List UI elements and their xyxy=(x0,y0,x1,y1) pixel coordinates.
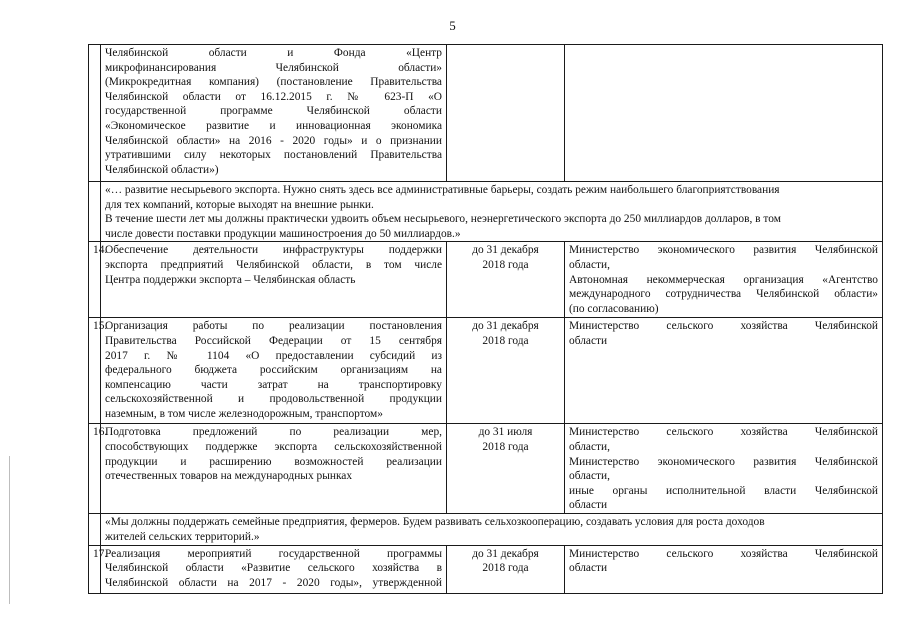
number-cell xyxy=(89,514,101,545)
description-line: отечественных товаров на международных рынках xyxy=(105,470,353,483)
deadline-cell xyxy=(447,45,565,182)
responsible-line: Министерство экономического развития Челябинской xyxy=(569,244,878,257)
responsible-line: Министерство сельского хозяйства Челябинской xyxy=(569,426,878,439)
description-line: экспорта предприятий Челябинской области, в том числе xyxy=(105,258,442,271)
description-line: федерального бюджета российским организациям на xyxy=(105,364,442,377)
description-cell xyxy=(101,45,447,182)
quote-line: «… развитие несырьевого экспорта. Нужно снять здесь все административные барьеры, создать режим наибольшего благоприятствования xyxy=(105,184,780,196)
description-cell xyxy=(101,424,447,514)
description-line: компенсацию части затрат на транспортировку xyxy=(105,378,442,391)
responsible-cell xyxy=(565,545,883,593)
item-number: 17. xyxy=(89,545,101,593)
deadline-line: 2018 года xyxy=(482,562,529,575)
description-line: сельскохозяйственной и продовольственной продукции xyxy=(105,393,442,406)
responsible-cell xyxy=(565,242,883,318)
quote-cell xyxy=(101,514,883,545)
responsible-line: области, xyxy=(569,258,610,271)
description-line: Реализация мероприятий государственной программы xyxy=(105,547,442,560)
quote-cell xyxy=(101,182,883,242)
responsible-cell xyxy=(565,45,883,182)
description-line: Челябинской области на 2017 - 2020 годы», утвержденной xyxy=(105,576,442,589)
responsible-line: международного сотрудничества Челябинской области» xyxy=(569,288,878,301)
deadline-cell xyxy=(447,318,565,424)
item-number: 16. xyxy=(89,424,101,514)
deadline-line: до 31 декабря xyxy=(472,547,539,560)
description-line: Организация работы по реализации постановления xyxy=(105,320,442,333)
quote-line: для тех компаний, которые выходят на внешние рынки. xyxy=(105,198,374,211)
deadline-line: 2018 года xyxy=(482,334,529,347)
table-row-item-15 xyxy=(89,318,883,424)
description-line: государственной программе Челябинской области xyxy=(105,105,442,118)
description-cell xyxy=(101,242,447,318)
responsible-line: области xyxy=(569,334,608,347)
description-line: 2017 г. № 1104 «О предоставлении субсидий из xyxy=(105,349,442,362)
responsible-line: области, xyxy=(569,470,610,483)
deadline-line: 2018 года xyxy=(482,258,529,271)
responsible-line: Министерство сельского хозяйства Челябинской xyxy=(569,320,878,333)
description-line: Центра поддержки экспорта – Челябинская область xyxy=(105,273,356,286)
quote-line: числе довести поставки продукции машиностроения до 50 миллиардов.» xyxy=(105,227,461,240)
deadline-line: до 31 июля xyxy=(478,426,533,439)
description-line: (Микрокредитная компания) (постановление Правительства xyxy=(105,76,442,89)
quote-line: жителей сельских территорий.» xyxy=(105,530,260,543)
responsible-cell xyxy=(565,318,883,424)
description-line: Челябинской области «Развитие сельского хозяйства в xyxy=(105,562,442,575)
description-line: продукции и расширению возможностей реализации xyxy=(105,455,442,468)
description-line: Челябинской области» на 2016 - 2020 годы» и о признании xyxy=(105,134,442,147)
table-row-continuation xyxy=(89,45,883,182)
quote-line: «Мы должны поддержать семейные предприятия, фермеров. Будем развивать сельхозкооперацию, создавать условия для роста доходов xyxy=(105,516,765,529)
deadline-line: до 31 декабря xyxy=(472,320,539,333)
item-number: 14. xyxy=(89,242,101,318)
number-cell xyxy=(89,45,101,182)
description-line: «Экономическое развитие и инновационная экономика xyxy=(105,119,442,132)
description-line: Челябинской области от 16.12.2015 г. № 623-П «О xyxy=(105,90,442,103)
responsible-line: иные органы исполнительной власти Челябинской xyxy=(569,484,878,497)
table-row-item-16 xyxy=(89,424,883,514)
responsible-line: Автономная некоммерческая организация «Агентство xyxy=(569,273,878,286)
responsible-line: области xyxy=(569,562,608,575)
description-line: утратившими силу некоторых постановлений Правительства xyxy=(105,149,442,162)
description-line: Правительства Российской Федерации от 15 сентября xyxy=(105,334,442,347)
responsible-line: Министерство сельского хозяйства Челябинской xyxy=(569,547,878,560)
deadline-line: 2018 года xyxy=(482,440,529,453)
measures-table xyxy=(88,44,883,594)
description-line: микрофинансирования Челябинской области» xyxy=(105,61,442,74)
deadline-cell xyxy=(447,424,565,514)
responsible-line: области xyxy=(569,499,608,512)
description-cell xyxy=(101,545,447,593)
description-cell xyxy=(101,318,447,424)
table-row-quote xyxy=(89,182,883,242)
responsible-line: (по согласованию) xyxy=(569,302,659,315)
number-cell xyxy=(89,182,101,242)
responsible-cell xyxy=(565,424,883,514)
description-line: Челябинской области») xyxy=(105,163,219,176)
deadline-cell xyxy=(447,242,565,318)
responsible-line: Министерство экономического развития Челябинской xyxy=(569,455,878,468)
scan-margin-line xyxy=(9,456,10,604)
quote-line: В течение шести лет мы должны практически удвоить объем несырьевого, неэнергетического экспорта до 250 миллиардов долларов, в том xyxy=(105,213,781,226)
table-row-item-17 xyxy=(89,545,883,593)
table-row-item-14 xyxy=(89,242,883,318)
description-line: Челябинской области и Фонда «Центр xyxy=(105,47,442,59)
table-row-quote xyxy=(89,514,883,545)
page-number: 5 xyxy=(449,18,456,33)
item-number: 15. xyxy=(89,318,101,424)
description-line: Подготовка предложений по реализации мер, xyxy=(105,426,442,439)
deadline-cell xyxy=(447,545,565,593)
responsible-line: области, xyxy=(569,440,610,453)
description-line: Обеспечение деятельности инфраструктуры поддержки xyxy=(105,244,442,257)
description-line: наземным, в том числе железнодорожным, транспортом» xyxy=(105,407,383,420)
description-line: способствующих поддержке экспорта сельскохозяйственной xyxy=(105,440,442,453)
deadline-line: до 31 декабря xyxy=(472,244,539,257)
